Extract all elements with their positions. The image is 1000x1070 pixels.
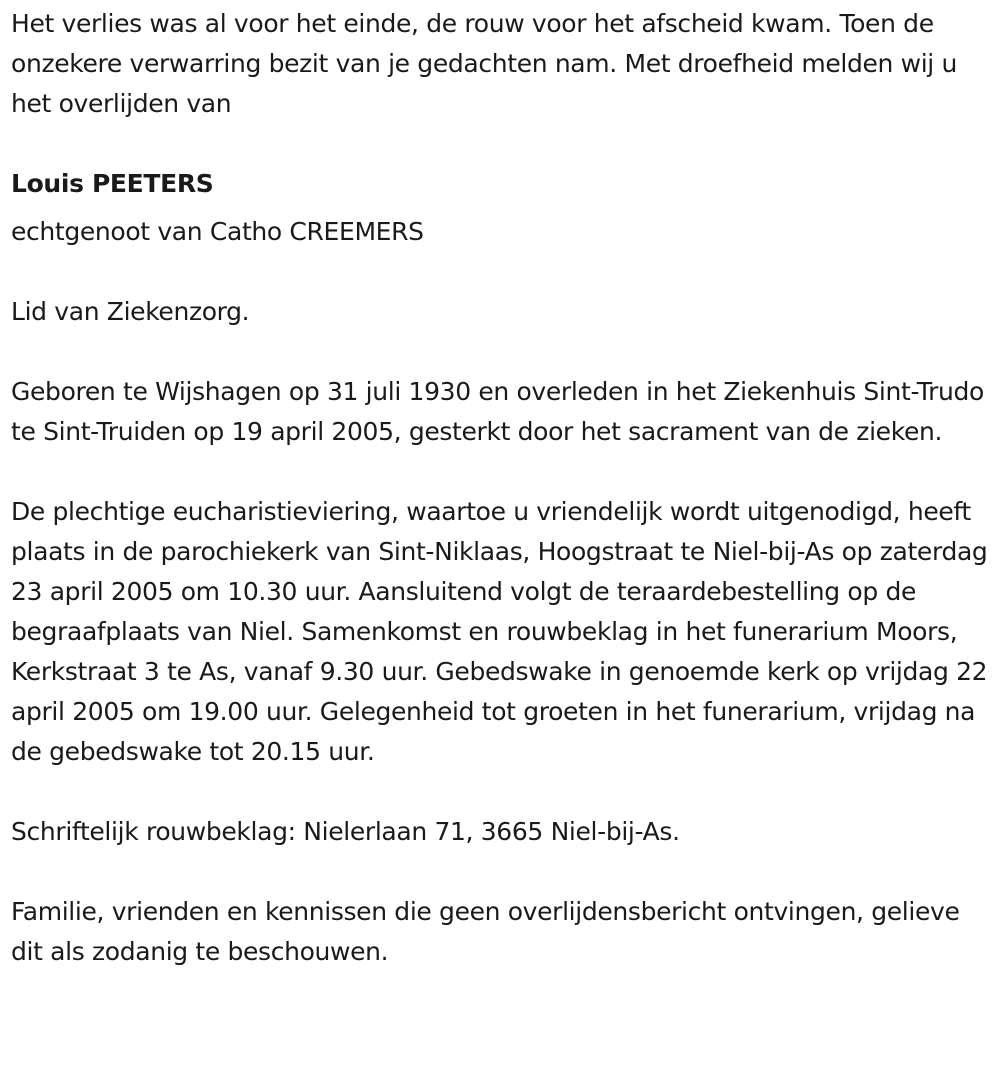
deceased-name: Louis PEETERS xyxy=(11,169,214,198)
intro-paragraph: Het verlies was al voor het einde, de rouw voor het afscheid kwam. Toen de onzekere verwarring bezit van je gedachten nam. Met droefheid melden wij u het overlijden van xyxy=(11,9,957,118)
obituary-notice xyxy=(11,4,996,972)
birth-death-paragraph: Geboren te Wijshagen op 31 juli 1930 en overleden in het Ziekenhuis Sint-Trudo te Sint-Truiden op 19 april 2005, gesterkt door het sacrament van de zieken. xyxy=(11,377,984,446)
spacer xyxy=(11,124,996,164)
closing-paragraph: Familie, vrienden en kennissen die geen overlijdensbericht ontvingen, gelieve dit als zodanig te beschouwen. xyxy=(11,897,960,966)
spacer xyxy=(11,332,996,372)
condolence-address: Schriftelijk rouwbeklag: Nielerlaan 71, 3665 Niel-bij-As. xyxy=(11,817,680,846)
spacer xyxy=(11,252,996,292)
spacer xyxy=(11,772,996,812)
membership-line: Lid van Ziekenzorg. xyxy=(11,297,250,326)
spouse-line: echtgenoot van Catho CREEMERS xyxy=(11,217,424,246)
spacer xyxy=(11,452,996,492)
ceremony-paragraph: De plechtige eucharistieviering, waartoe u vriendelijk wordt uitgenodigd, heeft plaats in de parochiekerk van Sint-Niklaas, Hoogstraat te Niel-bij-As op zaterdag 23 april 2005 om 10.30 uur. Aansluitend volgt de teraardebestelling op de begraafplaats van Niel. Samenkomst en rouwbeklag in het funerarium Moors, Kerkstraat 3 te As, vanaf 9.30 uur. Gebedswake in genoemde kerk op vrijdag 22 april 2005 om 19.00 uur. Gelegenheid tot groeten in het funerarium, vrijdag na de gebedswake tot 20.15 uur. xyxy=(11,497,988,766)
spacer xyxy=(11,852,996,892)
